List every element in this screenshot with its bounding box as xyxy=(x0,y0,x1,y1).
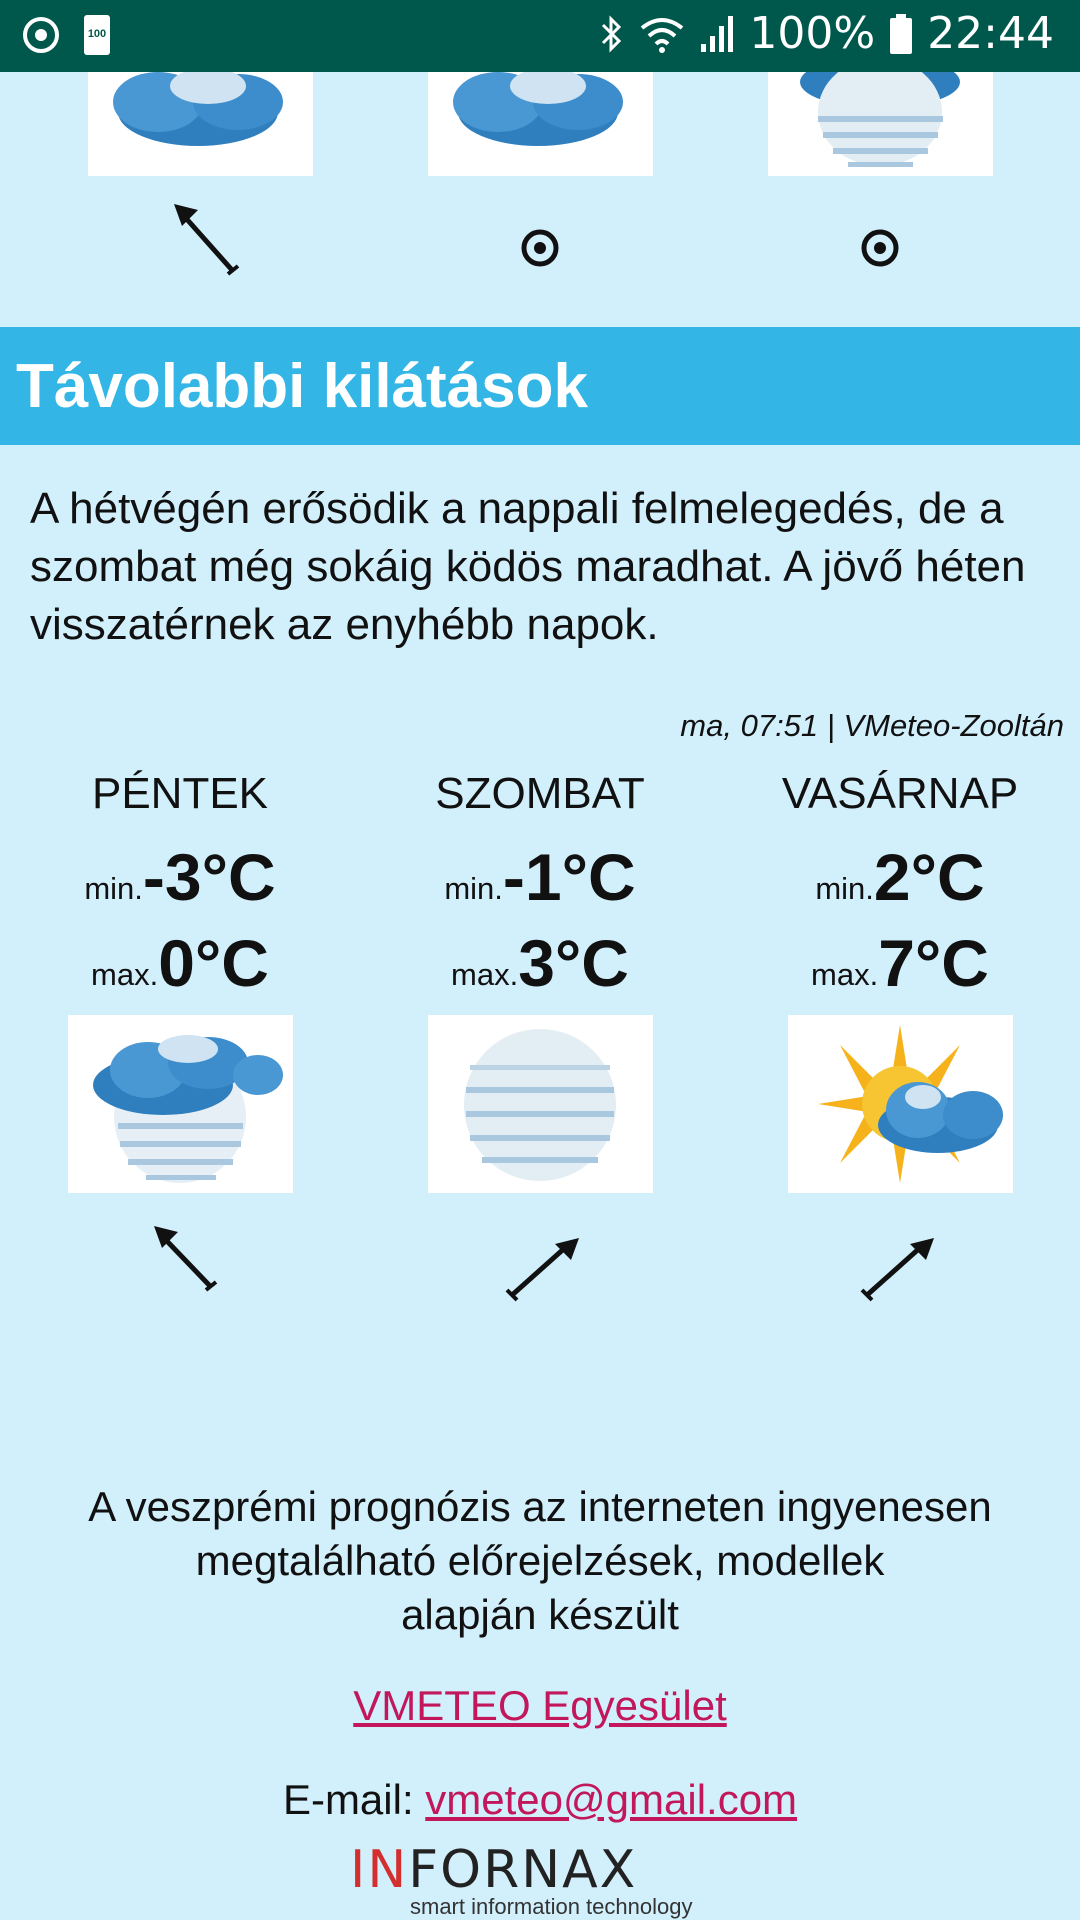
email-row xyxy=(0,1776,1080,1824)
min-temp: -3°C xyxy=(142,840,276,914)
weather-image-cloudy xyxy=(428,72,653,176)
max-temp: 7°C xyxy=(878,926,989,1000)
max-temp: 3°C xyxy=(518,926,629,1000)
max-label: max. xyxy=(451,957,519,992)
sync-icon xyxy=(20,14,62,56)
min-temp-row xyxy=(10,831,350,917)
weather-image-fog xyxy=(768,72,993,176)
wind-arrow-northeast-icon xyxy=(860,1234,940,1302)
battery-icon xyxy=(889,13,913,55)
footer-note xyxy=(0,1480,1080,1642)
logo-tagline: smart information technology xyxy=(410,1894,693,1919)
clock: 22:44 xyxy=(927,8,1054,59)
weather-image-sun-cloud xyxy=(788,1015,1013,1193)
section-header xyxy=(0,327,1080,445)
day-name: VASÁRNAP xyxy=(781,769,1019,818)
fog-icon xyxy=(428,1015,653,1193)
forecast-day-saturday xyxy=(370,765,710,1003)
min-label: min. xyxy=(84,871,143,906)
max-label: max. xyxy=(91,957,159,992)
bluetooth-icon xyxy=(599,13,625,55)
forecast-day-friday xyxy=(10,765,350,1003)
weather-image-cloudy xyxy=(88,72,313,176)
wind-arrow-northeast-icon xyxy=(505,1234,585,1302)
signal-icon xyxy=(699,14,735,54)
weather-image-fog xyxy=(428,1015,653,1193)
min-label: min. xyxy=(815,871,874,906)
cloud-icon xyxy=(88,72,313,176)
wifi-icon xyxy=(639,14,685,54)
footer-line: megtalálható előrejelzések, modellek xyxy=(195,1537,885,1584)
min-temp: -1°C xyxy=(502,840,636,914)
min-temp-row xyxy=(730,831,1070,917)
calm-wind-icon xyxy=(520,228,560,268)
max-temp-row xyxy=(370,917,710,1003)
outlook-text: A hétvégén erősödik a nappali felmelegedés, de a szombat még sokáig ködös maradhat. A jövő héten visszatérnek az enyhébb napok. xyxy=(30,484,1026,649)
sun-cloud-icon xyxy=(788,1015,1013,1193)
weather-image-cloudy-fog xyxy=(68,1015,293,1193)
max-label: max. xyxy=(811,957,879,992)
battery-saver-icon xyxy=(84,15,110,55)
wind-arrow-northwest-icon xyxy=(170,200,242,280)
footer-line: A veszprémi prognózis az interneten ingyenesen xyxy=(88,1483,992,1530)
forecast-day-sunday xyxy=(730,765,1070,1003)
cloud-fog-icon xyxy=(68,1015,293,1193)
max-temp-row xyxy=(10,917,350,1003)
min-temp-row xyxy=(370,831,710,917)
min-temp: 2°C xyxy=(873,840,985,914)
battery-saver-label: 100 xyxy=(87,28,107,40)
fog-icon xyxy=(768,72,993,176)
wind-arrow-northwest-icon xyxy=(150,1222,222,1294)
status-bar xyxy=(0,0,1080,72)
email-link[interactable]: vmeteo@gmail.com xyxy=(425,1776,798,1823)
logo-wordmark: INFORNAX xyxy=(350,1840,638,1900)
section-title: Távolabbi kilátások xyxy=(16,352,588,421)
forecast-meta: ma, 07:51 | VMeteo-Zooltán xyxy=(680,708,1064,743)
min-label: min. xyxy=(444,871,503,906)
cloud-icon xyxy=(428,72,653,176)
footer-line: alapján készült xyxy=(401,1591,679,1638)
calm-wind-icon xyxy=(860,228,900,268)
battery-percent: 100% xyxy=(749,8,876,59)
infornax-logo[interactable] xyxy=(350,1840,750,1920)
day-name: PÉNTEK xyxy=(91,769,269,818)
day-name: SZOMBAT xyxy=(435,769,645,818)
max-temp-row xyxy=(730,917,1070,1003)
vmeteo-link[interactable]: VMETEO Egyesület xyxy=(353,1682,727,1729)
max-temp: 0°C xyxy=(158,926,269,1000)
email-label: E-mail: xyxy=(282,1776,414,1823)
